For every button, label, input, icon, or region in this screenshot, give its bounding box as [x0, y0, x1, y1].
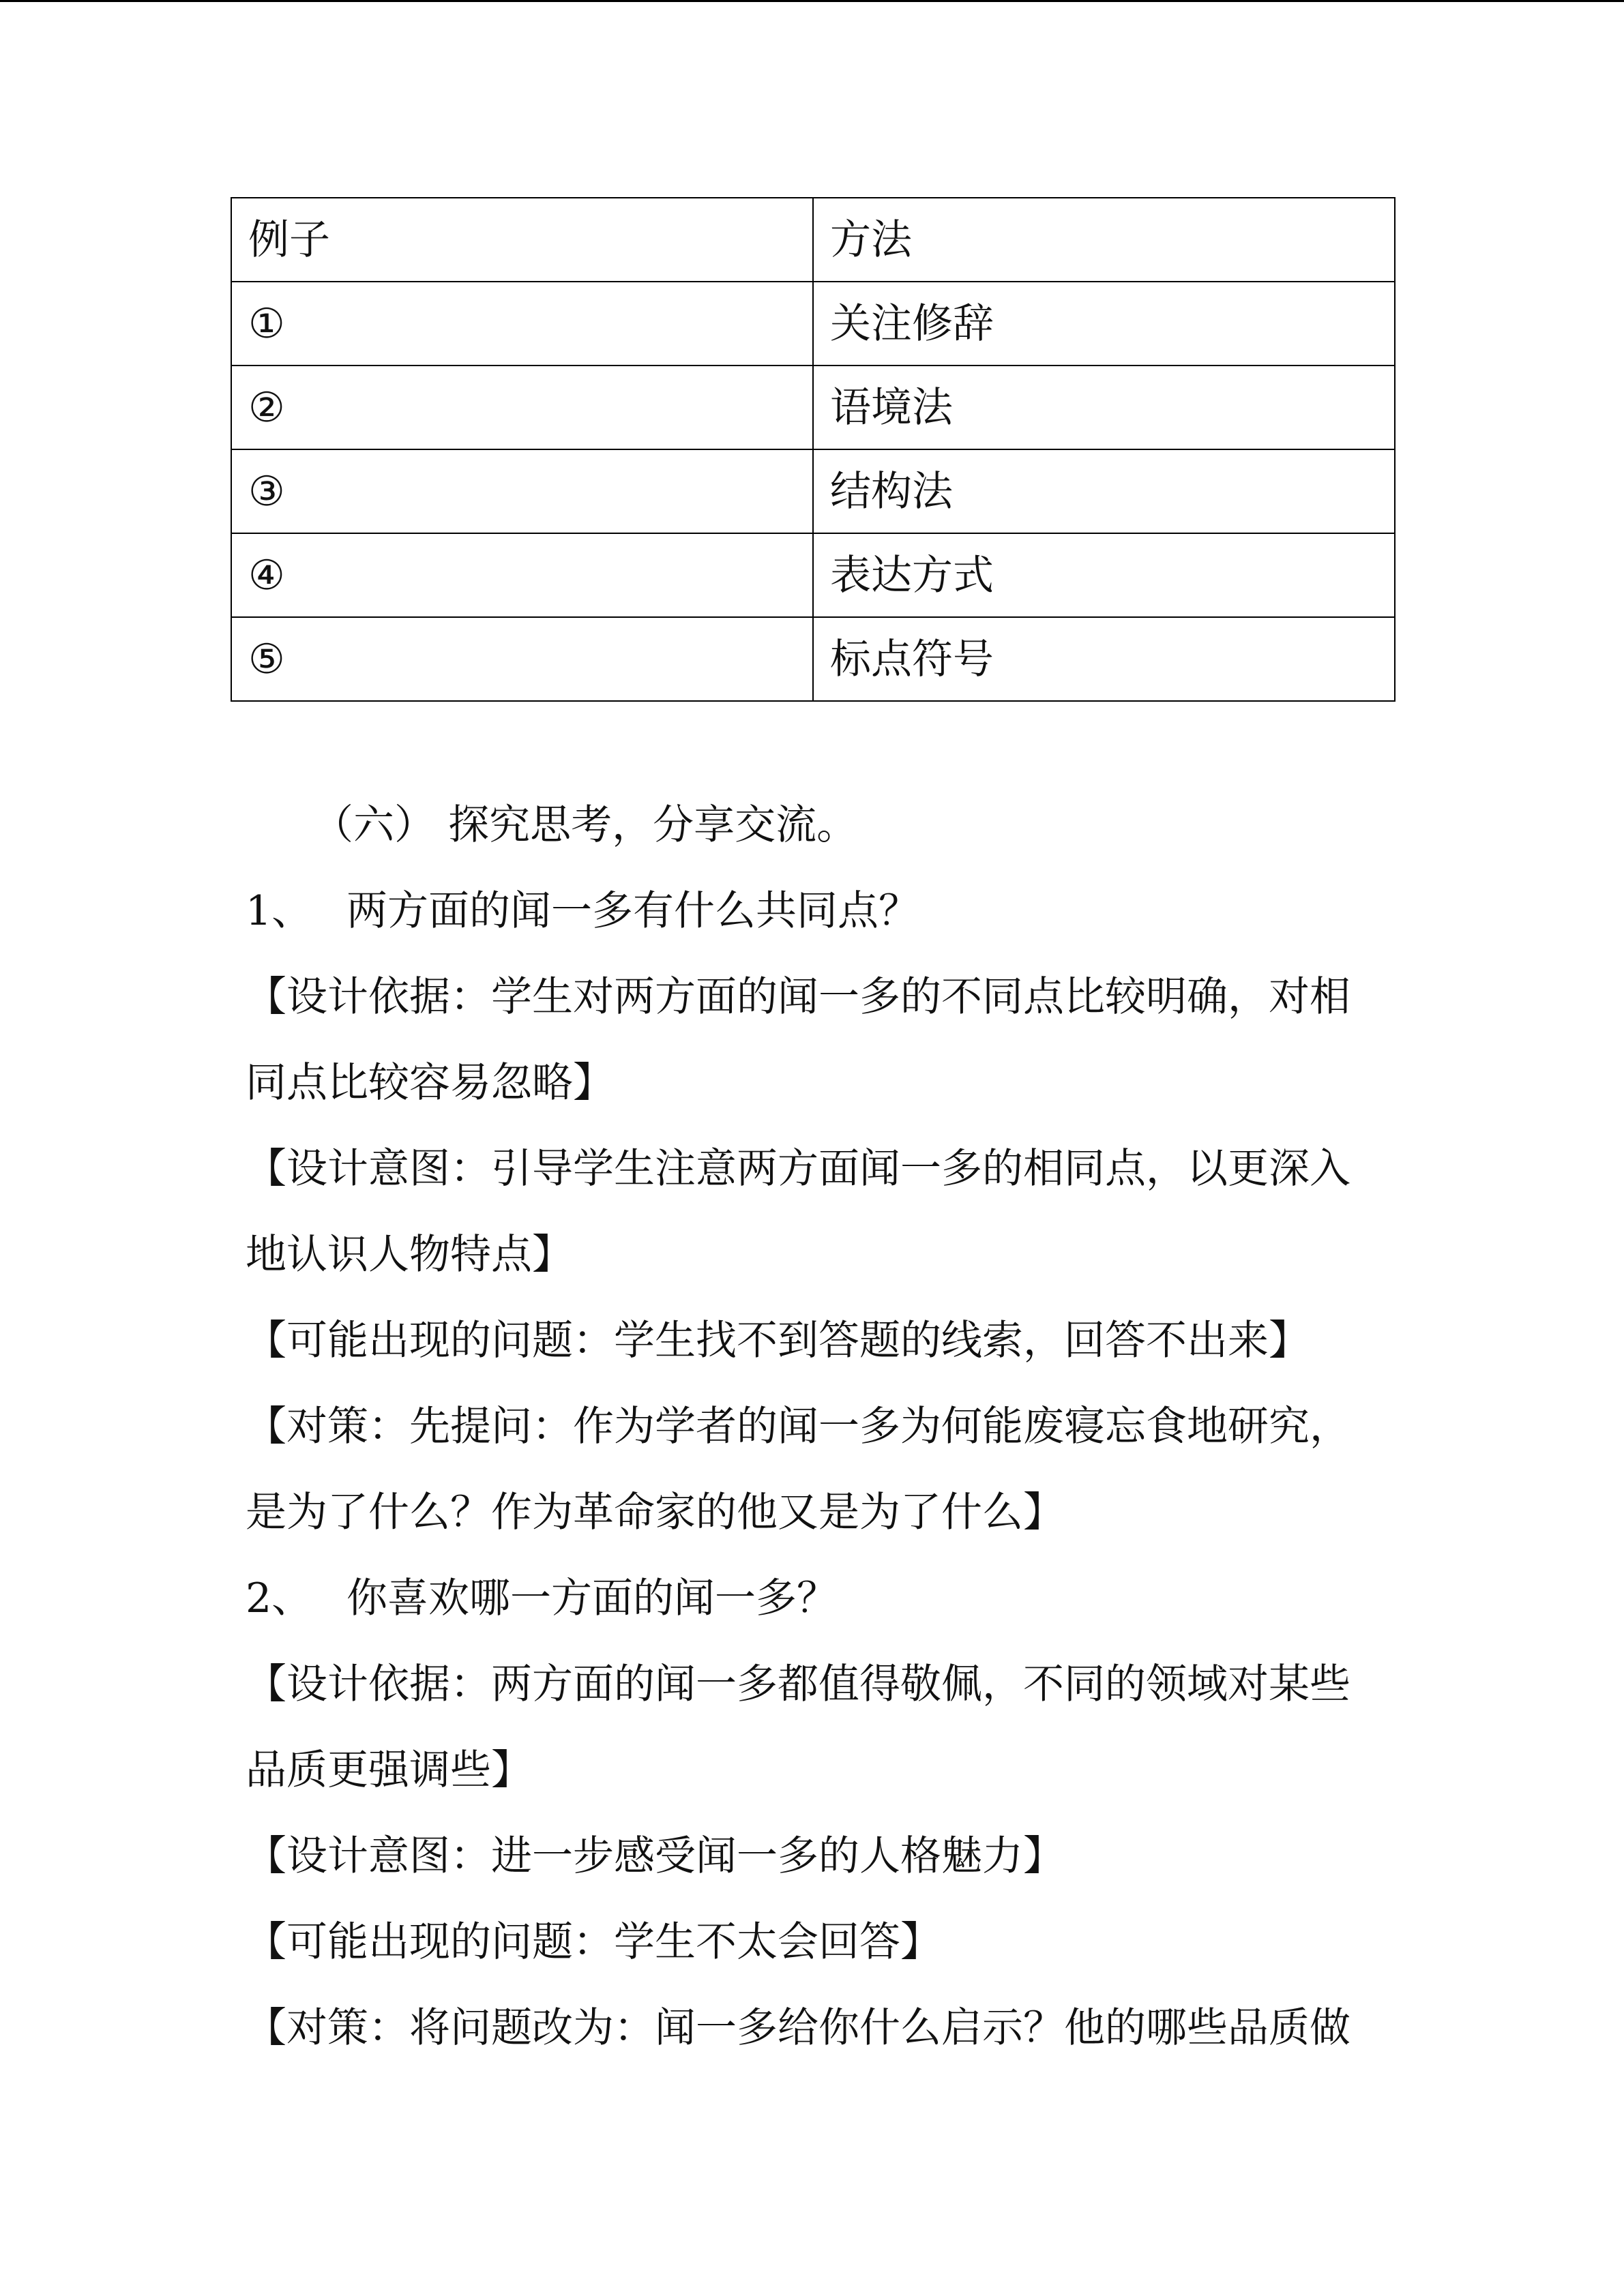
- method-cell: 结构法: [813, 449, 1395, 533]
- design-basis-note: 【设计依据：学生对两方面的闻一多的不同点比较明确，对相: [246, 973, 1350, 1021]
- example-cell: ④: [231, 533, 813, 617]
- example-cell: ③: [231, 449, 813, 533]
- example-cell: ⑤: [231, 617, 813, 701]
- table-row: [231, 533, 1395, 617]
- table-row: [231, 282, 1395, 366]
- method-cell: 标点符号: [813, 617, 1395, 701]
- strategy-note: 【对策：将问题改为：闻一多给你什么启示？他的哪些品质做: [246, 2004, 1350, 2052]
- possible-problem-note: 【可能出现的问题：学生不太会回答】: [246, 1918, 941, 1966]
- design-basis-note: 【设计依据：两方面的闻一多都值得敬佩，不同的领域对某些: [246, 1660, 1350, 1708]
- section-heading: （六） 探究思考，分享交流。: [312, 801, 858, 849]
- method-cell: 语境法: [813, 366, 1395, 449]
- question-2: [246, 1575, 1371, 1622]
- table-row: [231, 449, 1395, 533]
- table-header-row: [231, 198, 1395, 282]
- question-text: 两方面的闻一多有什么共同点？: [346, 887, 919, 935]
- page-top-border: [0, 0, 1624, 2]
- lesson-body: [246, 801, 1371, 2093]
- question-1: [246, 887, 1371, 935]
- header-example-cell: 例子: [231, 198, 813, 282]
- method-cell: 表达方式: [813, 533, 1395, 617]
- design-basis-note-continued: 同点比较容易忽略】: [246, 1059, 614, 1107]
- example-cell: ①: [231, 282, 813, 366]
- example-cell: ②: [231, 366, 813, 449]
- question-number: 2、: [246, 1575, 313, 1622]
- header-method-cell: 方法: [813, 198, 1395, 282]
- design-basis-note-continued: 品质更强调些】: [246, 1746, 532, 1794]
- example-method-table: [231, 197, 1396, 702]
- possible-problem-note: 【可能出现的问题：学生找不到答题的线索，回答不出来】: [246, 1317, 1310, 1365]
- table-row: [231, 617, 1395, 701]
- table-row: [231, 366, 1395, 449]
- question-text: 你喜欢哪一方面的闻一多？: [346, 1575, 838, 1622]
- design-intent-note: 【设计意图：进一步感受闻一多的人格魅力】: [246, 1832, 1064, 1880]
- strategy-note-continued: 是为了什么？作为革命家的他又是为了什么】: [246, 1489, 1064, 1536]
- design-intent-note-continued: 地认识人物特点】: [246, 1231, 573, 1279]
- question-number: 1、: [246, 887, 313, 935]
- strategy-note: 【对策：先提问：作为学者的闻一多为何能废寝忘食地研究，: [246, 1403, 1350, 1450]
- design-intent-note: 【设计意图：引导学生注意两方面闻一多的相同点，以更深入: [246, 1145, 1350, 1193]
- method-cell: 关注修辞: [813, 282, 1395, 366]
